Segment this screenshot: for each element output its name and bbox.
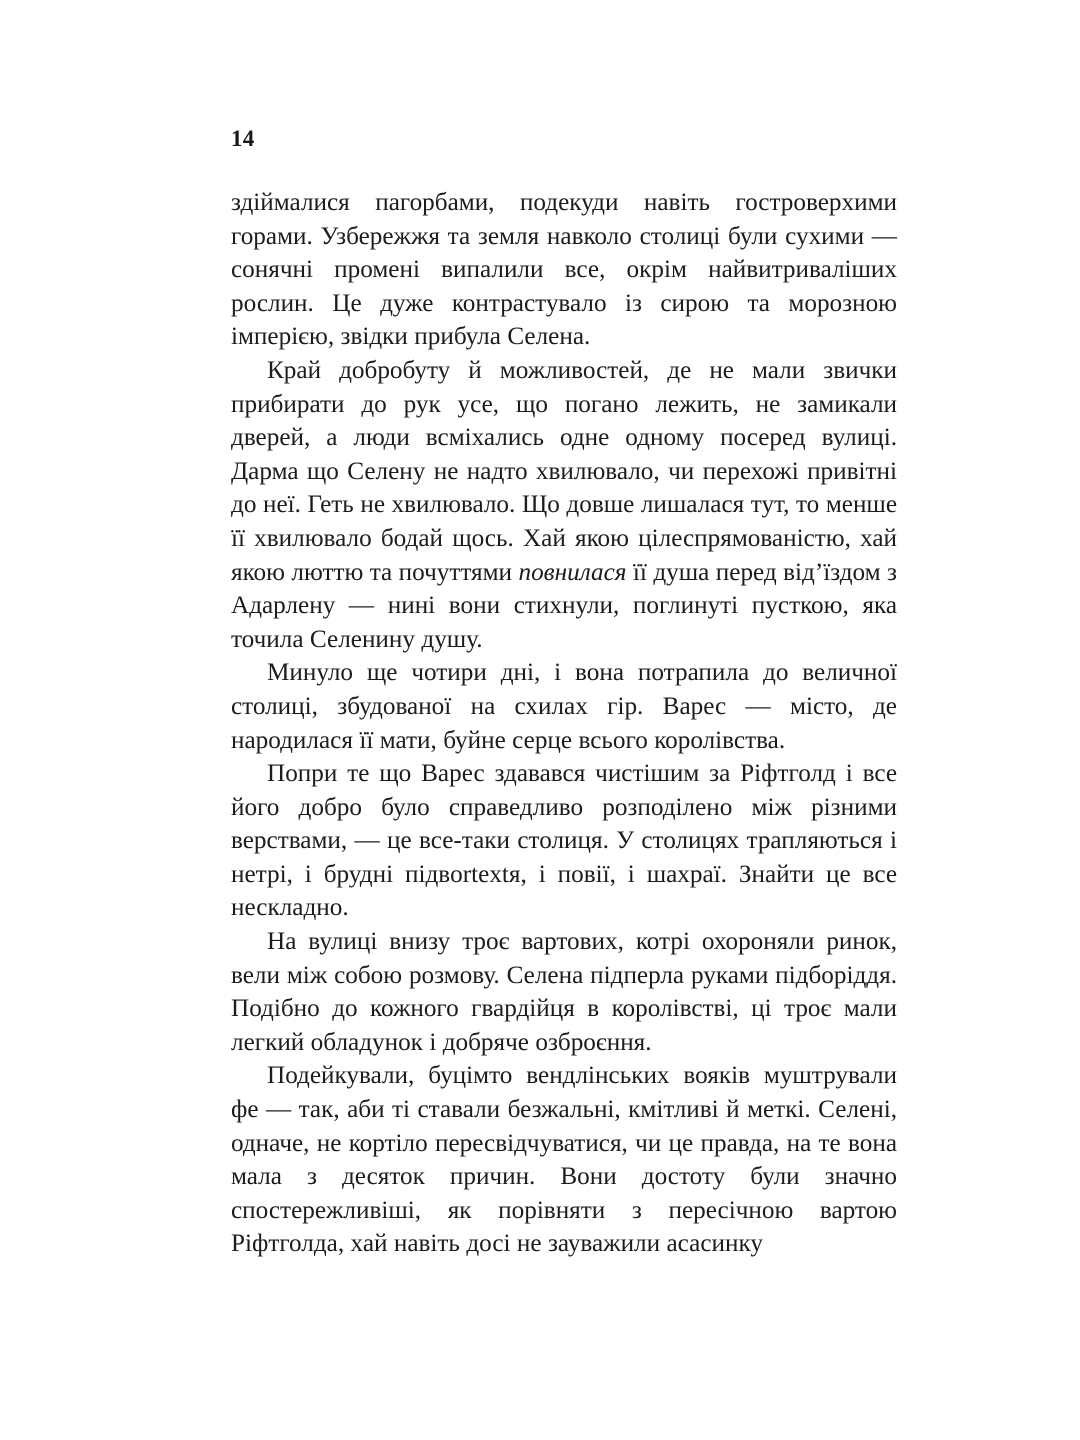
paragraph-4: Попри те що Варес здавався чистішим за Ріфтголд і все його добро було справедливо розподілено між різними верствами, — це все-таки столиця. У столицях трапляються і нетрі, і брудні підвortextя, і повії, і шахраї. Знайти це все нескладно. <box>231 760 897 922</box>
page-number: 14 <box>231 126 255 151</box>
paragraph-3: Минуло ще чотири дні, і вона потрапила до величної столиці, збудованої на схилах гір. Варес — місто, де народилася її мати, буйне серце всього королівства. <box>231 659 897 754</box>
paragraph-6: Подейкували, буцімто вендлінських вояків муштрували фе — так, аби ті ставали безжальні, кмітливі й меткі. Селені, одначе, не кортіло пересвідчуватися, чи це правда, на те вона мала з десяток причин. Вони достоту були значно спостережливіші, як порівняти з пересічною вартою Ріфтголда, хай навіть досі не зауважили асасинку <box>231 1062 897 1258</box>
paragraph-2 <box>231 354 897 656</box>
paragraph-2-part-1: Край добробуту й можливостей, де не мали звички прибирати до рук усе, що погано лежить, не замикали дверей, а люди всміхались одне одному посеред вулиці. Дарма що Селену не надто хвилювало, чи перехожі привітні до неї. Геть не хвилювало. Що довше лишалася тут, то менше її хвилювало бодай щось. Хай якою цілеспрямованістю, хай якою люттю та почуттями <box>231 356 897 586</box>
paragraph-2-part-2: її душа перед від’їздом з Адарлену — нині вони стихнули, поглинуті пусткою, яка точила Селенину душу. <box>231 558 897 653</box>
emphasis-povnylasia: повнилася <box>518 558 627 586</box>
paragraph-1: здіймалися пагорбами, подекуди навіть гостроверхими горами. Узбережжя та земля навколо столиці були сухими — сонячні промені випалили все, окрім найвитриваліших рослин. Це дуже контрастувало із сирою та морозною імперією, звідки прибула Селена. <box>231 189 897 351</box>
body-text-block <box>231 186 897 1261</box>
paragraph-5: На вулиці внизу троє вартових, котрі охороняли ринок, вели між собою розмову. Селена підперла руками підборіддя. Подібно до кожного гвардійця в королівстві, ці троє мали легкий обладунок і добряче озброєння. <box>231 928 897 1056</box>
